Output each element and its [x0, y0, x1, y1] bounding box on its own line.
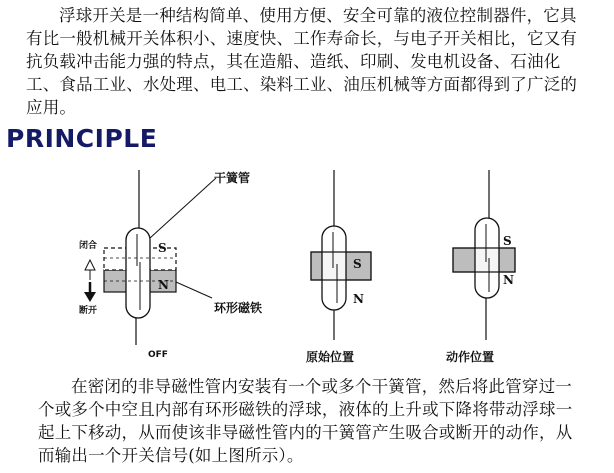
figure-off — [79, 170, 262, 360]
principle-heading: PRINCIPLE — [6, 124, 158, 153]
pole-s-2: S — [353, 257, 362, 271]
down-arrow-icon — [84, 292, 96, 302]
label-close: 闭合 — [79, 241, 98, 251]
caption-action: 动作位置 — [446, 350, 495, 364]
pole-n-1: N — [158, 278, 169, 292]
pole-s-1: S — [158, 241, 167, 255]
caption-off: OFF — [148, 350, 168, 360]
tube-off — [126, 228, 150, 318]
pole-n-2: N — [353, 292, 364, 306]
intro-paragraph: 浮球开关是一种结构简单、使用方便、安全可靠的液位控制器件，它具有比一般机械开关体积小、速度快、工作寿命长，与电子开关相比，它又有抗负载冲击能力强的特点，其在造船、造纸、印刷、发电机设备、石油化工、食品工业、水处理、电工、染料工业、油压机械等方面都得到了广泛的应用。 — [26, 6, 578, 117]
label-reed: 干簧管 — [214, 171, 251, 185]
tube-home — [322, 226, 346, 310]
up-arrow-icon — [85, 260, 95, 270]
outro-paragraph: 在密闭的非导磁性管内安装有一个或多个干簧管，然后将此管穿过一个或多个中空且内部有环形磁铁的浮球，液体的上升或下降将带动浮球一起上下移动，从而使该非导磁性管内的干簧管产生吸合或断开的动作，从而输出一个开关信号(如上图所示）。 — [38, 377, 573, 465]
caption-home: 原始位置 — [306, 350, 355, 364]
pole-s-3: S — [503, 234, 512, 248]
figure-home — [306, 170, 371, 364]
tube-action — [475, 218, 499, 298]
label-open: 断开 — [79, 306, 98, 316]
label-magnet: 环形磁铁 — [214, 301, 263, 315]
pole-n-3: N — [503, 273, 514, 287]
figure-action — [446, 170, 515, 364]
